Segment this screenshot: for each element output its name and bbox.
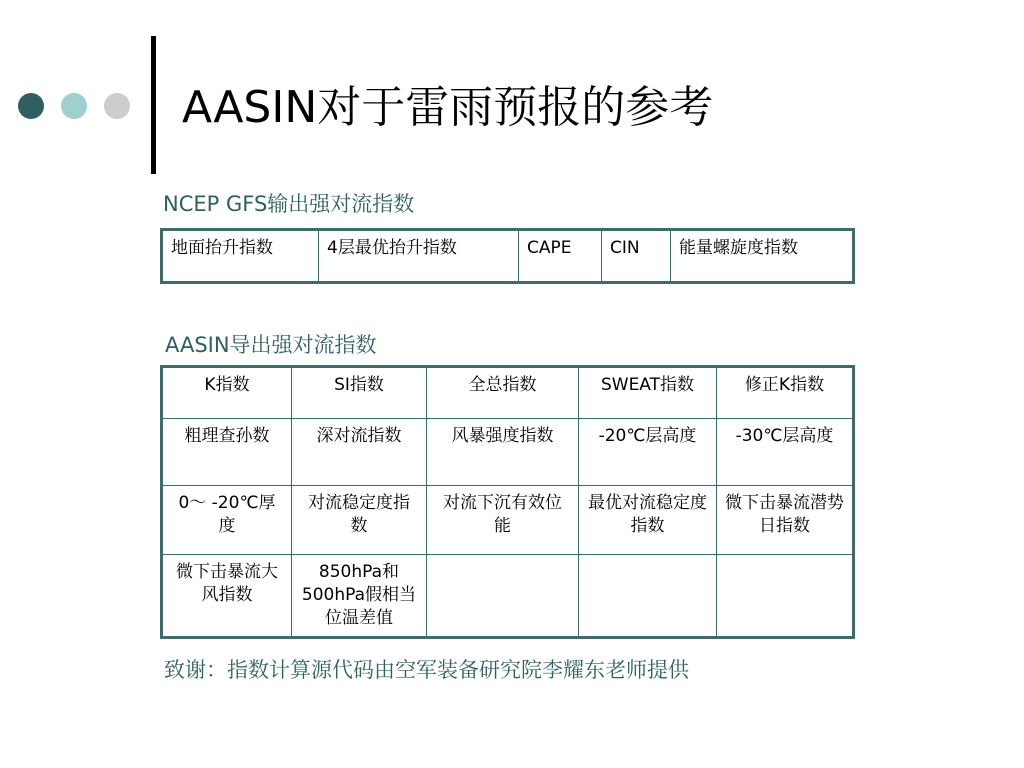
- table-cell: 对流稳定度指数: [292, 486, 427, 555]
- section-label-aasin: AASIN导出强对流指数: [165, 333, 377, 357]
- table-cell: 修正K指数: [717, 367, 854, 419]
- table-cell: 微下击暴流大风指数: [162, 555, 292, 638]
- table-cell: 深对流指数: [292, 419, 427, 486]
- table-row: [162, 555, 854, 638]
- table-cell: 风暴强度指数: [427, 419, 579, 486]
- table-cell: SWEAT指数: [579, 367, 717, 419]
- table-cell: 微下击暴流潜势日指数: [717, 486, 854, 555]
- table-cell: CAPE: [519, 230, 602, 283]
- slide-title: AASIN对于雷雨预报的参考: [182, 82, 714, 133]
- table-cell: 0～ -20℃厚度: [162, 486, 292, 555]
- table-cell: -20℃层高度: [579, 419, 717, 486]
- table-cell: 4层最优抬升指数: [319, 230, 519, 283]
- table-cell: [579, 555, 717, 638]
- ncep-index-table: [160, 228, 855, 284]
- table-cell: 全总指数: [427, 367, 579, 419]
- table-row: [162, 486, 854, 555]
- table-cell: K指数: [162, 367, 292, 419]
- table-cell: 最优对流稳定度指数: [579, 486, 717, 555]
- gray-dot: [104, 93, 130, 119]
- aasin-index-table: [160, 365, 855, 639]
- table-cell: CIN: [602, 230, 671, 283]
- table-cell: 850hPa和500hPa假相当位温差值: [292, 555, 427, 638]
- acknowledgement-text: 致谢：指数计算源代码由空军装备研究院李耀东老师提供: [164, 658, 689, 682]
- table-cell: SI指数: [292, 367, 427, 419]
- table-row: [162, 230, 854, 283]
- table-row: [162, 419, 854, 486]
- section-label-ncep: NCEP GFS输出强对流指数: [163, 192, 415, 216]
- table-cell: 地面抬升指数: [162, 230, 319, 283]
- table-row: [162, 367, 854, 419]
- table-cell: 对流下沉有效位能: [427, 486, 579, 555]
- table-cell: 粗理查孙数: [162, 419, 292, 486]
- table-cell: 能量螺旋度指数: [671, 230, 854, 283]
- table-cell: [427, 555, 579, 638]
- dark-teal-dot: [18, 93, 44, 119]
- title-divider-bar: [151, 36, 156, 174]
- table-cell: [717, 555, 854, 638]
- light-teal-dot: [61, 93, 87, 119]
- table-cell: -30℃层高度: [717, 419, 854, 486]
